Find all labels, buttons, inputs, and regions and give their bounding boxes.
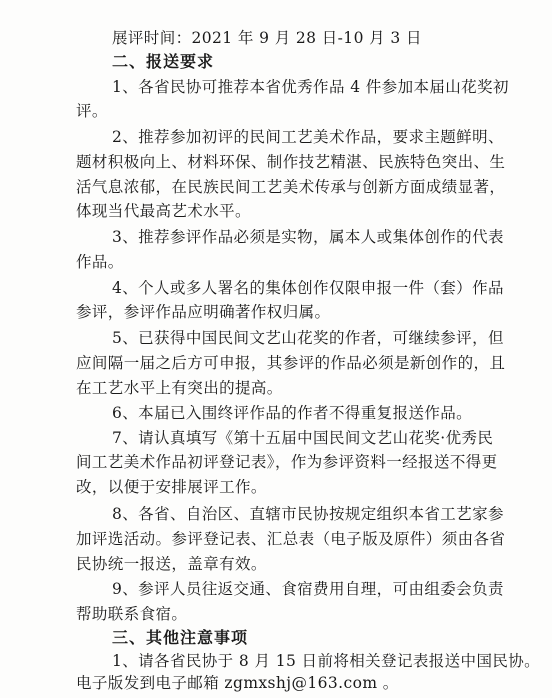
paragraph-line: 作品。 [76,252,124,271]
paragraph-line: 电子版发到电子邮箱 zgmxshj@163.com 。 [76,674,399,693]
paragraph-line: 参评，参评作品应明确著作权归属。 [76,303,331,322]
paragraph-line: 9、参评人员往返交通、食宿费用自理，可由组委会负责 [112,579,504,598]
paragraph-line: 6、本届已入围终评作品的作者不得重复报送作品。 [112,403,473,422]
paragraph-line: 评。 [76,101,108,120]
paragraph-line: 1、请各省民协于 8 月 15 日前将相关登记表报送中国民协。 [112,652,541,671]
paragraph-line: 加评选活动。参评登记表、汇总表（电子版及原件）须由各省 [76,529,506,548]
paragraph-line: 在工艺水平上有突出的提高。 [76,378,283,397]
section-heading-other-notes: 三、其他注意事项 [112,628,249,648]
exhibition-time: 展评时间：2021 年 9 月 28 日-10 月 3 日 [112,29,422,47]
paragraph-line: 4、个人或多人署名的集体创作仅限申报一件（套）作品 [112,278,504,297]
paragraph-line: 应间隔一届之后方可申报，其参评的作品必须是新创作的，且 [76,354,506,372]
paragraph-line: 7、请认真填写《第十五届中国民间文艺山花奖·优秀民 [112,428,494,447]
paragraph-line: 民协统一报送，盖章有效。 [76,554,267,573]
paragraph-line: 8、各省、自治区、直辖市民协按规定组织本省工艺家参 [112,505,504,523]
paragraph-line: 2、推荐参加初评的民间工艺美术作品，要求主题鲜明、 [112,128,504,147]
paragraph-line: 活气息浓郁，在民族民间工艺美术传承与创新方面成绩显著， [76,178,506,197]
paragraph-line: 改，以便于安排展评工作。 [76,478,267,497]
section-heading-submission-requirements: 二、报送要求 [112,51,215,71]
paragraph-line: 题材积极向上、材料环保、制作技艺精湛、民族特色突出、生 [76,153,506,172]
paragraph-line: 3、推荐参评作品必须是实物，属本人或集体创作的代表 [112,227,504,246]
paragraph-line: 间工艺美术作品初评登记表》，作为参评资料一经报送不得更 [76,453,498,472]
paragraph-line: 帮助联系食宿。 [76,604,188,623]
paragraph-line: 体现当代最高艺术水平。 [76,202,251,220]
paragraph-line: 1、各省民协可推荐本省优秀作品 4 件参加本届山花奖初 [112,77,509,96]
paragraph-line: 5、已获得中国民间文艺山花奖的作者，可继续参评，但 [112,329,504,348]
